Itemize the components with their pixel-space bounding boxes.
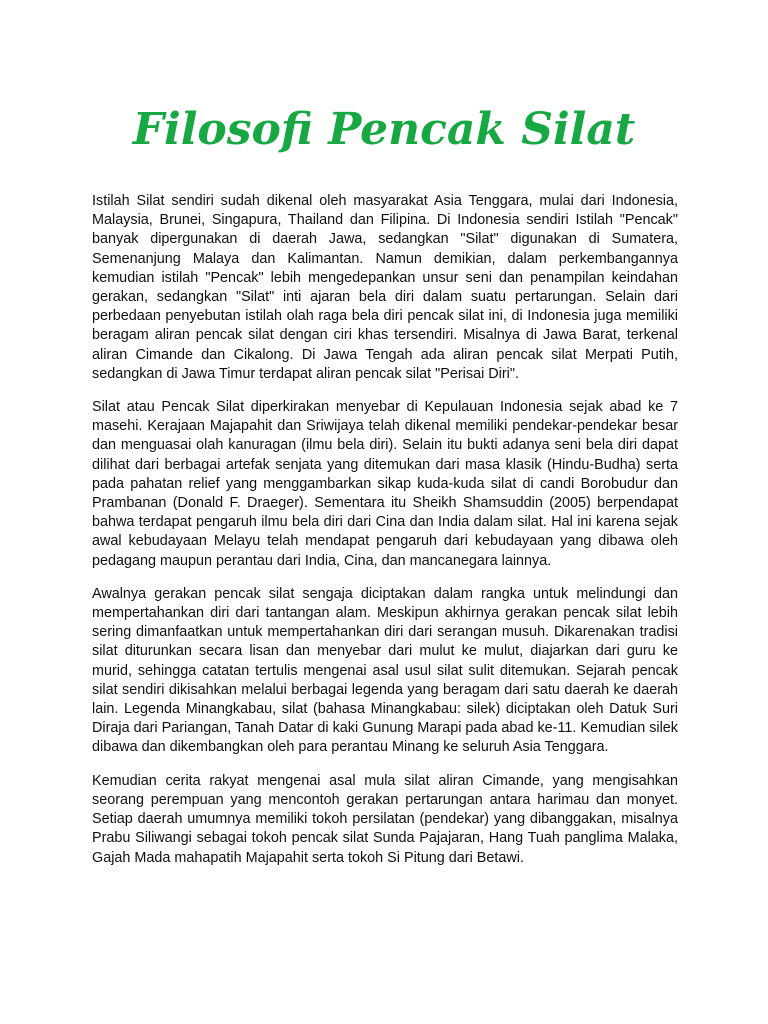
paragraph-1: Istilah Silat sendiri sudah dikenal oleh masyarakat Asia Tenggara, mulai dari Indonesia, Malaysia, Brunei, Singapura, Thailand dan Filipina. Di Indonesia sendiri Istilah "Pencak" banyak dipergunakan di daerah Jawa, sedangkan "Silat" digunakan di Sumatera, Semenanjung Malaya dan Kalimantan. Namun demikian, dalam perkembangannya kemudian istilah "Pencak" lebih mengedepankan unsur seni dan penampilan keindahan gerakan, sedangkan "Silat" inti ajaran bela diri dalam suatu pertarungan. Selain dari perbedaan penyebutan istilah olah raga bela diri pencak silat ini, di Indonesia juga memiliki beragam aliran pencak silat dengan ciri khas tersendiri. Misalnya di Jawa Barat, terkenal aliran Cimande dan Cikalong. Di Jawa Tengah ada aliran pencak silat Merpati Putih, sedangkan di Jawa Timur terdapat aliran pencak silat "Perisai Diri". — [92, 193, 678, 382]
paragraph-2: Silat atau Pencak Silat diperkirakan menyebar di Kepulauan Indonesia sejak abad ke 7 masehi. Kerajaan Majapahit dan Sriwijaya telah dikenal memiliki pendekar-pendekar besar dan menguasai olah kanuragan (ilmu bela diri). Selain itu bukti adanya seni bela diri dapat dilihat dari berbagai artefak senjata yang ditemukan dari masa klasik (Hindu-Budha) serta pada pahatan relief yang menggambarkan sikap kuda-kuda silat di candi Borobudur dan Prambanan (Donald F. Draeger). Sementara itu Sheikh Shamsuddin (2005) berpendapat bahwa terdapat pengaruh ilmu bela diri dari Cina dan India dalam silat. Hal ini karena sejak awal kebudayaan Melayu telah mendapat pengaruh dari kebudayaan yang dibawa oleh pedagang maupun perantau dari India, Cina, dan mancanegara lainnya. — [92, 399, 678, 569]
paragraph-3: Awalnya gerakan pencak silat sengaja diciptakan dalam rangka untuk melindungi dan mempertahankan diri dari tantangan alam. Meskipun akhirnya gerakan pencak silat lebih sering dimanfaatkan untuk mempertahankan diri dari serangan musuh. Dikarenakan tradisi silat diturunkan secara lisan dan menyebar dari mulut ke mulut, diajarkan dari guru ke murid, sehingga catatan tertulis mengenai asal usul silat sulit ditemukan. Sejarah pencak silat sendiri dikisahkan melalui berbagai legenda yang beragam dari satu daerah ke daerah lain. Legenda Minangkabau, silat (bahasa Minangkabau: silek) diciptakan oleh Datuk Suri Diraja dari Pariangan, Tanah Datar di kaki Gunung Marapi pada abad ke-11. Kemudian silek dibawa dan dikembangkan oleh para perantau Minang ke seluruh Asia Tenggara. — [92, 585, 678, 756]
document-title: Filosofi Pencak Silat — [132, 104, 636, 155]
document-body — [92, 192, 678, 882]
paragraph-4: Kemudian cerita rakyat mengenai asal mula silat aliran Cimande, yang mengisahkan seorang perempuan yang mencontoh gerakan pertarungan antara harimau dan monyet. Setiap daerah umumnya memiliki tokoh persilatan (pendekar) yang dibanggakan, misalnya Prabu Siliwangi sebagai tokoh pencak silat Sunda Pajajaran, Hang Tuah panglima Malaka, Gajah Mada mahapatih Majapahit serta tokoh Si Pitung dari Betawi. — [92, 772, 678, 866]
